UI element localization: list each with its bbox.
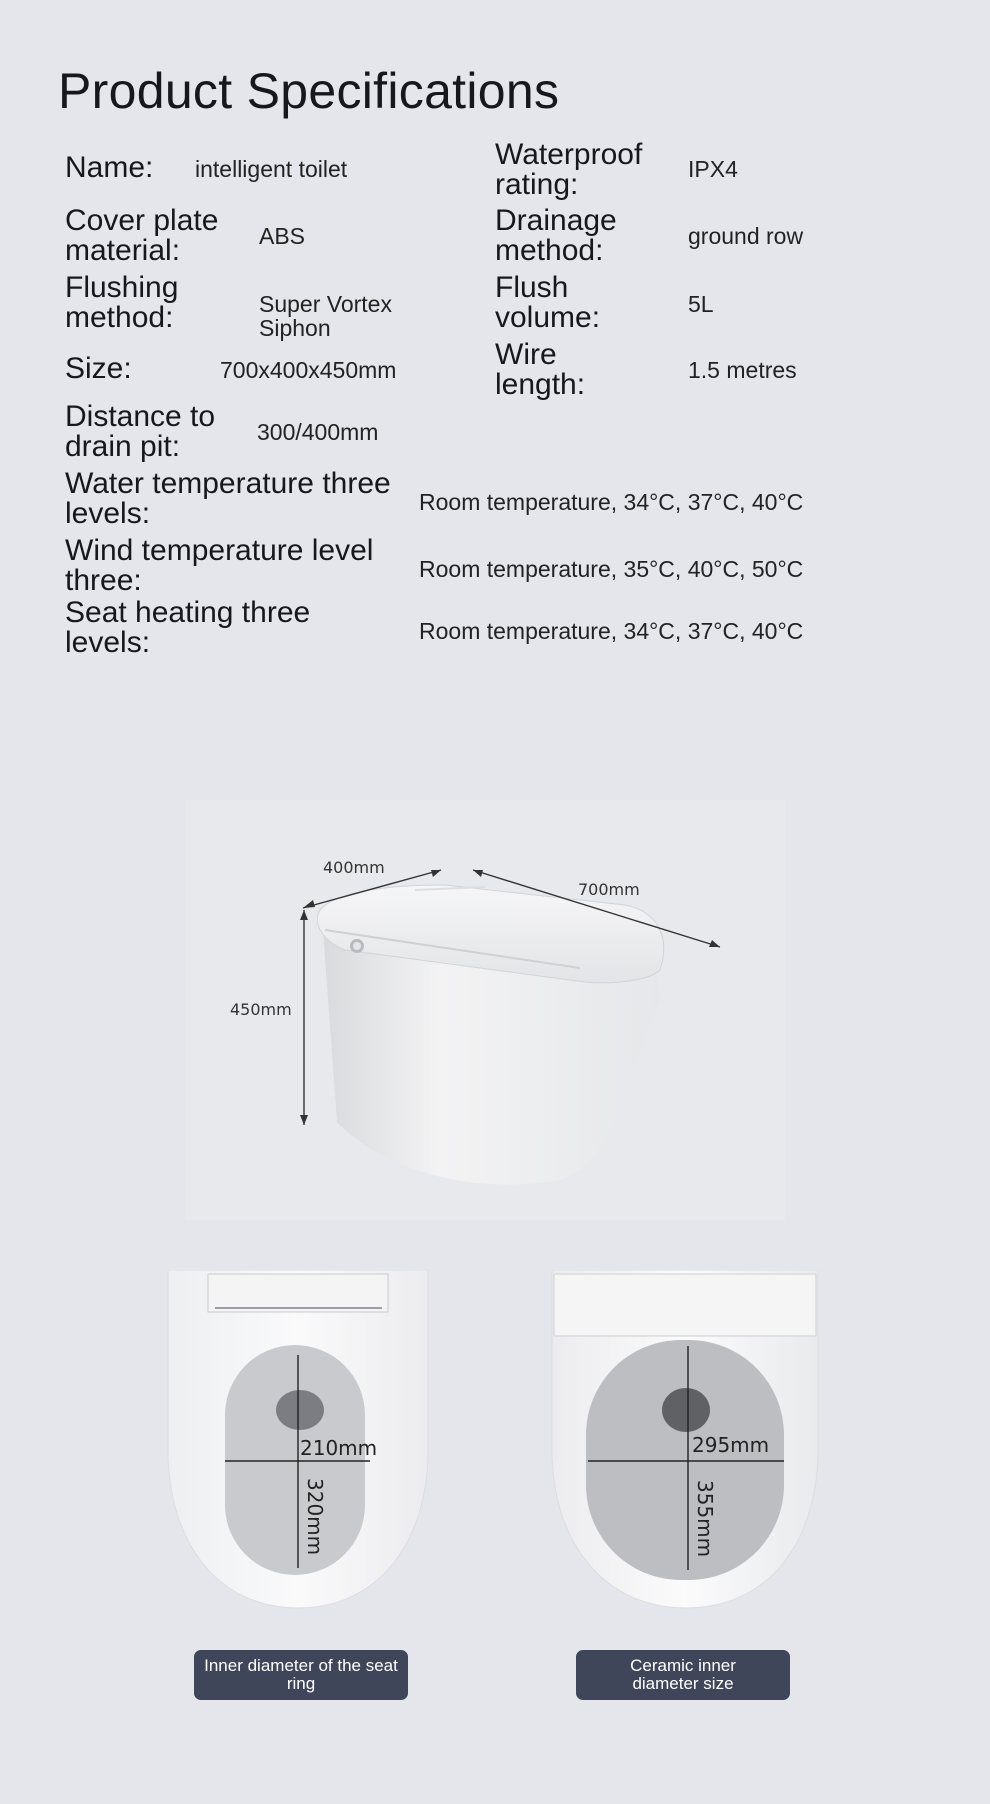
spec-wire-label: Wire length: [495, 338, 586, 401]
spec-name-value: intelligent toilet [195, 156, 348, 182]
spec-flush-volume-value: 5L [688, 291, 714, 317]
spec-waterproof-value: IPX4 [688, 156, 738, 182]
ceramic-caption: Ceramic inner diameter size [576, 1650, 790, 1700]
spec-wind-temp-label: Wind temperature level three: [65, 534, 374, 597]
seat-ring-vertical-label: 320mm [303, 1478, 327, 1556]
ceramic-topview [548, 1270, 823, 1615]
spec-seat-heat-label: Seat heating three levels: [65, 596, 311, 659]
spec-flush-volume-label: Flush volume: [495, 271, 601, 334]
spec-name-label: Name: [65, 151, 154, 184]
seat-opening [225, 1345, 365, 1575]
ceramic-horizontal-label: 295mm [692, 1433, 770, 1457]
spec-distance-label: Distance to drain pit: [65, 400, 216, 463]
page-title: Product Specifications [58, 63, 560, 119]
spec-water-temp-value: Room temperature, 34°C, 37°C, 40°C [419, 489, 804, 515]
height-dimension-label: 450mm [230, 1000, 292, 1019]
seat-ring-topview [160, 1270, 435, 1615]
spec-size-value: 700x400x450mm [220, 357, 397, 383]
spec-wire-value: 1.5 metres [688, 357, 797, 383]
ceramic-bowl [586, 1340, 784, 1580]
spec-drainage-label: Drainage method: [495, 204, 617, 267]
ceramic-vertical-label: 355mm [693, 1480, 717, 1558]
spec-drainage-value: ground row [688, 223, 804, 249]
spec-cover-label: Cover plate material: [65, 204, 219, 267]
toilet-dimension-illustration [185, 800, 785, 1220]
spec-distance-value: 300/400mm [257, 419, 379, 445]
seat-ring-caption: Inner diameter of the seat ring [194, 1650, 408, 1700]
width-dimension-label: 400mm [323, 858, 385, 877]
spec-waterproof-label: Waterproof rating: [495, 138, 643, 201]
spec-flushing-label: Flushing method: [65, 271, 179, 334]
spec-cover-value: ABS [259, 223, 306, 249]
spec-water-temp-label: Water temperature three levels: [65, 467, 391, 530]
spec-seat-heat-value: Room temperature, 34°C, 37°C, 40°C [419, 618, 804, 644]
spec-wind-temp-value: Room temperature, 35°C, 40°C, 50°C [419, 556, 804, 582]
spec-flushing-value: Super Vortex Siphon [259, 291, 392, 341]
seat-ring-horizontal-label: 210mm [300, 1436, 378, 1460]
spec-size-label: Size: [65, 352, 132, 385]
length-dimension-label: 700mm [578, 880, 640, 899]
